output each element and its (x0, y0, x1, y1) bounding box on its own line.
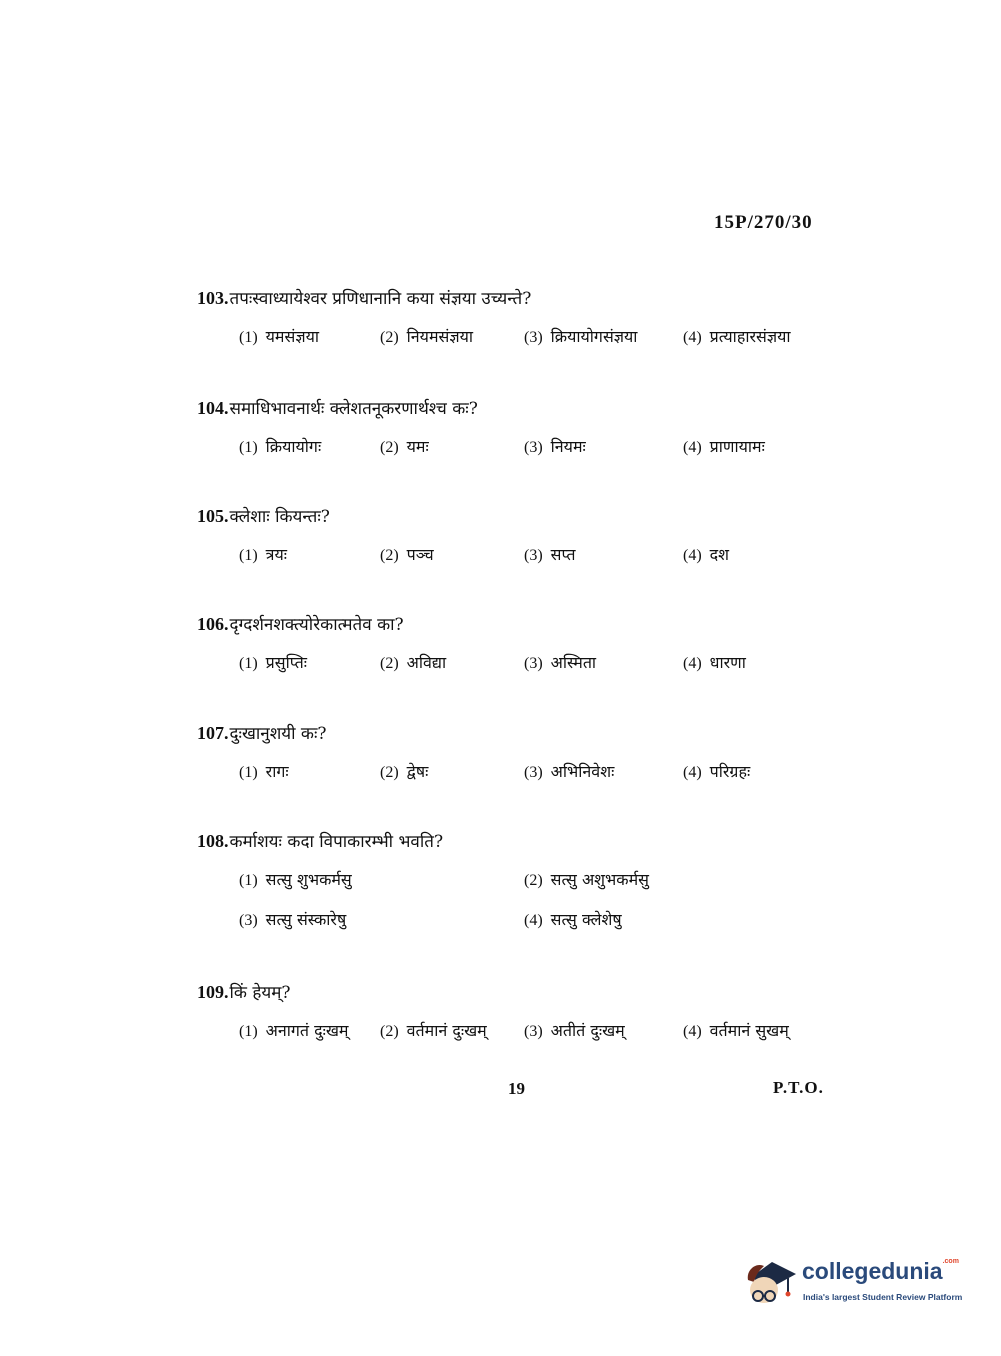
option-2: (2) नियमसंज्ञया (380, 327, 474, 346)
question-text: क्लेशाः कियन्तः? (229, 507, 330, 527)
question-number: 107. (197, 723, 229, 743)
options (197, 435, 877, 465)
question-number: 106. (197, 614, 229, 634)
page-number: 19 (508, 1079, 525, 1098)
options (197, 651, 877, 681)
option-1: (1) त्रयः (239, 545, 288, 564)
options (197, 325, 877, 355)
option-3: (3) अस्मिता (524, 653, 597, 672)
option-3: (3) अतीतं दुःखम् (524, 1021, 625, 1040)
question-text: दुःखानुशयी कः? (229, 724, 327, 744)
options (197, 543, 877, 573)
option-1: (1) रागः (239, 762, 289, 781)
option-4: (4) प्रत्याहारसंज्ञया (683, 327, 791, 346)
question-text: किं हेयम्? (229, 983, 291, 1003)
option-1: (1) यमसंज्ञया (239, 327, 320, 346)
option-1: (1) अनागतं दुःखम् (239, 1021, 349, 1040)
options-row-2 (197, 908, 877, 944)
paper-code: 15P/270/30 (714, 212, 813, 233)
question-105 (197, 504, 877, 573)
mascot-icon (742, 1252, 800, 1310)
question-number: 104. (197, 398, 229, 418)
question-text: कर्माशयः कदा विपाकारम्भी भवति? (229, 832, 444, 852)
option-2: (2) द्वेषः (380, 762, 429, 781)
option-4: (4) वर्तमानं सुखम् (683, 1021, 789, 1040)
question-109 (197, 980, 877, 1049)
question-108 (197, 829, 877, 944)
option-2: (2) यमः (380, 437, 429, 456)
option-4: (4) परिग्रहः (683, 762, 751, 781)
options-row-1 (197, 868, 877, 904)
option-3: (3) सप्त (524, 545, 576, 564)
option-2: (2) अविद्या (380, 653, 447, 672)
option-3: (3) सत्सु संस्कारेषु (239, 910, 347, 929)
option-4: (4) प्राणायामः (683, 437, 765, 456)
option-2: (2) वर्तमानं दुःखम् (380, 1021, 487, 1040)
brand-name: collegedunia$^{.com}$ (802, 1258, 959, 1284)
pto-label: P.T.O. (773, 1078, 824, 1097)
question-text: तपःस्वाध्यायेश्वर प्रणिधानानि कया संज्ञया उच्यन्ते? (229, 289, 532, 309)
question-text: दृग्दर्शनशक्त्योरेकात्मतेव का? (229, 615, 404, 635)
option-4: (4) दश (683, 545, 730, 564)
option-3: (3) क्रियायोगसंज्ञया (524, 327, 638, 346)
option-1: (1) क्रियायोगः (239, 437, 322, 456)
option-1: (1) प्रसुप्तिः (239, 653, 308, 672)
option-1: (1) सत्सु शुभकर्मसु (239, 870, 352, 889)
question-text: समाधिभावनार्थः क्लेशतनूकरणार्थश्च कः? (229, 399, 478, 419)
option-2: (2) पञ्च (380, 545, 434, 564)
question-number: 108. (197, 831, 229, 851)
options (197, 1019, 877, 1049)
option-2: (2) सत्सु अशुभकर्मसु (524, 870, 649, 889)
question-107 (197, 721, 877, 790)
option-3: (3) अभिनिवेशः (524, 762, 615, 781)
question-106 (197, 612, 877, 681)
question-number: 103. (197, 288, 229, 308)
collegedunia-watermark (742, 1250, 972, 1320)
options (197, 760, 877, 790)
question-number: 105. (197, 506, 229, 526)
question-103 (197, 286, 877, 355)
question-104 (197, 396, 877, 465)
brand-tagline: India's largest Student Review Platform (803, 1292, 963, 1302)
option-4: (4) सत्सु क्लेशेषु (524, 910, 622, 929)
option-4: (4) धारणा (683, 653, 746, 672)
question-number: 109. (197, 982, 229, 1002)
option-3: (3) नियमः (524, 437, 586, 456)
